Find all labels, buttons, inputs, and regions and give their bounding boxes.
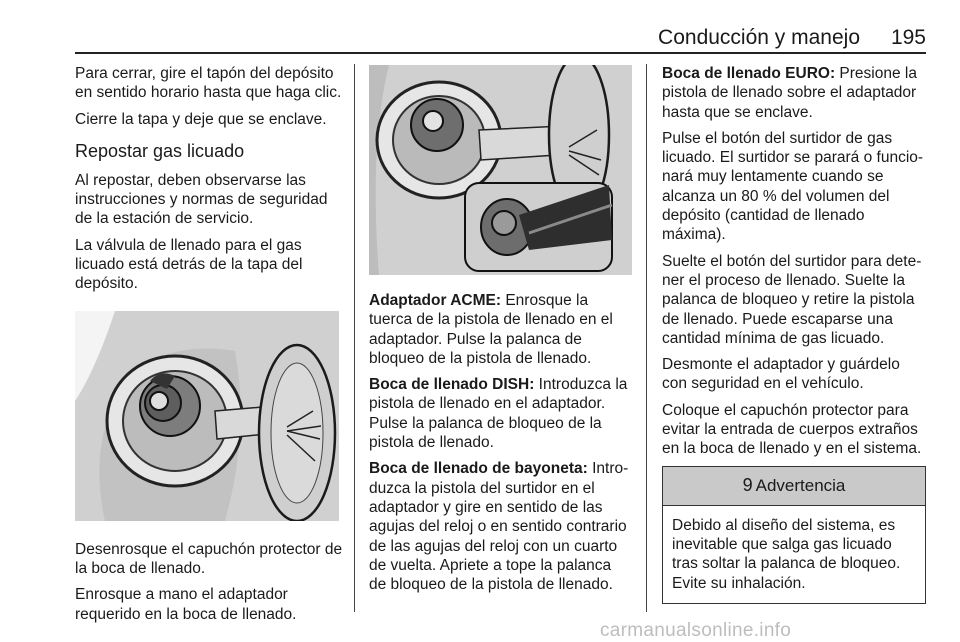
header-rule	[75, 52, 926, 54]
warning-header	[663, 467, 925, 506]
paragraph: Suelte el botón del surtidor para detener el proceso de llenado. Suelte la palanca de bloqueo y retire la pistola de llenado. Puede escaparse una cantidad mínima de gas licuado.	[662, 252, 922, 347]
bayonet-text: Introduzca la pistola del surtidor en el adaptador y gire en sentido de las agujas del reloj o en sentido contrario de las agujas del reloj con un cuarto de vuelta. Apriete a tope la palanca de bloqueo de la pistola de llenado.	[369, 460, 629, 594]
euro-label: Boca de llenado EURO:	[662, 65, 836, 82]
paragraph: La válvula de llenado para el gas licuado está detrás de la tapa del depósito.	[75, 236, 303, 293]
paragraph: Al repostar, deben observarse las instrucciones y normas de seguridad de la estación de servicio.	[75, 171, 328, 228]
acme-text: Enrosque la tuerca de la pistola de llenado en el adaptador. Pulse la palanca de bloqueo de la pistola de llenado.	[369, 292, 613, 367]
column-divider-1	[354, 64, 355, 612]
dish-label: Boca de llenado DISH:	[369, 376, 535, 394]
fuel-flap-gas-inlet-image	[75, 311, 339, 521]
acme-label: Adaptador ACME:	[369, 292, 502, 309]
warning-box	[662, 466, 926, 604]
column-divider-2	[646, 64, 647, 612]
paragraph: Enrosque a mano el adaptador requerido en la boca de llenado.	[75, 586, 297, 623]
paragraph: Cierre la tapa y deje que se enclave.	[75, 110, 327, 128]
paragraph: Pulse el botón del surtidor de gas licuado. El surtidor se parará o funcionará muy lentamente cuando se alcanza un 80 % del volumen del depósito (cantidad de llenado máxima).	[662, 129, 924, 244]
column-1	[75, 64, 345, 631]
paragraph: Para cerrar, gire el tapón del depósito en sentido horario hasta que haga clic.	[75, 65, 342, 102]
adapter-illustration	[369, 65, 632, 275]
header-title: Conducción y manejo	[658, 26, 860, 49]
dish-text: Introduzca la pistola de llenado en el adaptador. Pulse la palanca de bloqueo de la pistola de llenado.	[369, 376, 628, 452]
paragraph-bayonet	[369, 459, 632, 594]
warning-icon: 9	[742, 474, 753, 495]
paragraph: Desmonte el adaptador y guárdelo con seguridad en el vehículo.	[662, 356, 900, 393]
section-heading: Repostar gas licuado	[75, 140, 245, 161]
column-3	[662, 64, 926, 604]
page-number: 195	[890, 26, 926, 49]
column-2	[369, 64, 632, 601]
warning-title: Advertencia	[755, 475, 846, 495]
bayonet-label: Boca de llenado de bayoneta:	[369, 460, 588, 478]
gas-inlet-adapter-image	[369, 65, 632, 275]
fuel-flap-illustration	[75, 311, 339, 521]
euro-text: Presione la pistola de llenado sobre el adaptador hasta que se enclave.	[662, 65, 917, 121]
watermark: carmanualsonline.info	[600, 620, 792, 641]
warning-text: Debido al diseño del sistema, es inevitable que salga gas licuado tras soltar la palanca de bloqueo. Evite su inhalación.	[672, 516, 901, 592]
paragraph-euro	[662, 64, 926, 122]
paragraph: Desenrosque el capuchón protector de la boca de llenado.	[75, 540, 343, 577]
paragraph-acme	[369, 291, 632, 368]
paragraph-dish	[369, 375, 632, 452]
paragraph: Coloque el capuchón protector para evitar la entrada de cuerpos extraños en la boca de llenado y en el sistema.	[662, 401, 922, 458]
